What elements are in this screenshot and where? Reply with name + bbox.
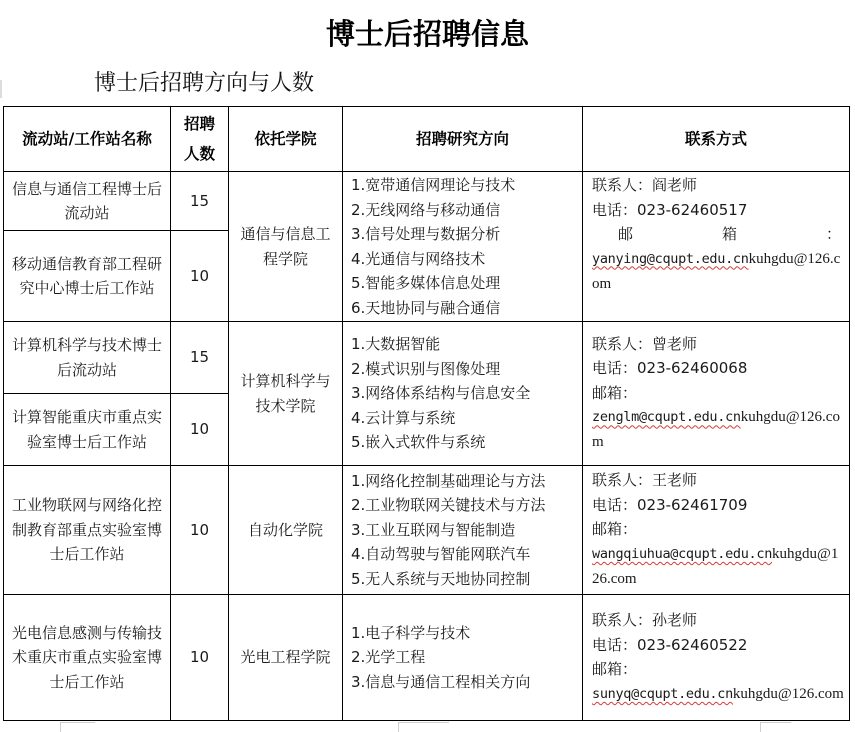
contact-cell	[583, 322, 850, 466]
email-secondary[interactable]: kuhgdu@126.com	[592, 409, 840, 451]
document-title: 博士后招聘信息	[325, 17, 529, 51]
contact-email-label	[592, 222, 845, 247]
email-secondary[interactable]: kuhgdu@126.com	[732, 685, 844, 702]
station-name-cell: 移动通信教育部工程研究中心博士后工作站	[4, 231, 171, 322]
recruit-count-cell: 15	[171, 322, 229, 394]
recruit-count-cell: 10	[171, 466, 229, 595]
table-row	[4, 172, 850, 231]
direction-item: 1.电子科学与技术	[351, 623, 471, 642]
email-label-part: ：	[825, 225, 841, 243]
recruit-count-cell: 10	[171, 595, 229, 721]
contact-email[interactable]	[592, 682, 845, 707]
header-count-line1: 招聘	[183, 114, 215, 133]
email-primary[interactable]: sunyq@cqupt.edu.cn	[592, 685, 733, 702]
header-college: 依托学院	[229, 107, 343, 172]
direction-item: 4.自动驾驶与智能网联汽车	[351, 545, 531, 564]
contact-email[interactable]	[592, 542, 845, 592]
email-primary[interactable]: zenglm@cqupt.edu.cn	[592, 409, 741, 426]
email-primary[interactable]: yanying@cqupt.edu.cn	[592, 250, 749, 267]
direction-item: 3.网络体系结构与信息安全	[351, 384, 531, 403]
station-name-cell: 计算机科学与技术博士后流动站	[4, 322, 171, 394]
contact-cell	[583, 595, 850, 721]
header-contact: 联系方式	[583, 107, 850, 172]
contact-email-label: 邮箱：	[592, 383, 638, 402]
document-subtitle: 博士后招聘方向与人数	[94, 71, 315, 96]
contact-email-label: 邮箱：	[592, 520, 638, 539]
station-name-cell: 工业物联网与网络化控制教育部重点实验室博士后工作站	[4, 466, 171, 595]
email-secondary[interactable]: kuhgdu@126.com	[592, 250, 841, 292]
college-cell: 光电工程学院	[229, 595, 343, 721]
directions-cell	[343, 172, 583, 322]
direction-item: 1.宽带通信网理论与技术	[351, 176, 516, 194]
contact-phone: 电话：023-62460068	[592, 359, 748, 378]
email-secondary[interactable]: kuhgdu@126.com	[592, 545, 839, 587]
email-label-part: 箱	[721, 225, 737, 243]
contact-email[interactable]	[592, 405, 845, 455]
college-cell: 计算机科学与技术学院	[229, 322, 343, 466]
direction-item: 4.光通信与网络技术	[351, 249, 486, 268]
header-station-name: 流动站/工作站名称	[4, 107, 171, 172]
direction-item: 2.光学工程	[351, 648, 426, 667]
directions-cell	[343, 595, 583, 721]
contact-phone: 电话：023-62461709	[592, 495, 748, 514]
contact-person: 联系人：孙老师	[592, 611, 698, 630]
recruit-count-cell: 10	[171, 394, 229, 466]
recruit-count-cell: 15	[171, 172, 229, 231]
contact-cell	[583, 466, 850, 595]
direction-item: 3.信号处理与数据分析	[351, 225, 501, 243]
email-primary[interactable]: wangqiuhua@cqupt.edu.cn	[592, 545, 773, 562]
email-label-part: 邮	[618, 225, 634, 243]
table-row	[4, 466, 850, 595]
direction-item: 2.模式识别与图像处理	[351, 359, 501, 378]
header-count-line2: 人数	[183, 144, 215, 163]
direction-item: 3.信息与通信工程相关方向	[351, 672, 531, 691]
directions-cell	[343, 322, 583, 466]
contact-phone: 电话：023-62460517	[592, 200, 748, 219]
direction-item: 5.无人系统与天地协同控制	[351, 569, 531, 588]
header-directions: 招聘研究方向	[343, 107, 583, 172]
contact-person: 联系人：曾老师	[592, 334, 698, 353]
recruitment-table	[3, 106, 850, 721]
direction-item: 5.智能多媒体信息处理	[351, 274, 501, 292]
contact-email[interactable]	[592, 247, 845, 297]
contact-cell	[583, 172, 850, 322]
station-name-cell: 计算智能重庆市重点实验室博士后工作站	[4, 394, 171, 466]
direction-item: 2.无线网络与移动通信	[351, 200, 501, 219]
direction-item: 6.天地协同与融合通信	[351, 298, 501, 317]
page-margin-marker	[0, 80, 2, 98]
direction-item: 1.大数据智能	[351, 335, 441, 354]
college-cell: 通信与信息工程学院	[229, 172, 343, 322]
direction-item: 4.云计算与系统	[351, 408, 456, 427]
recruit-count-cell: 10	[171, 231, 229, 322]
direction-item: 2.工业物联网关键技术与方法	[351, 496, 546, 515]
contact-email-label: 邮箱：	[592, 660, 638, 679]
contact-phone: 电话：023-62460522	[592, 635, 748, 654]
station-name-cell: 信息与通信工程博士后流动站	[4, 172, 171, 231]
contact-person: 联系人：阎老师	[592, 176, 698, 194]
direction-item: 5.嵌入式软件与系统	[351, 433, 486, 452]
header-recruit-count	[171, 107, 229, 172]
contact-person: 联系人：王老师	[592, 471, 698, 490]
direction-item: 1.网络化控制基础理论与方法	[351, 471, 546, 490]
station-name-cell: 光电信息感测与传输技术重庆市重点实验室博士后工作站	[4, 595, 171, 721]
table-header-row	[4, 107, 850, 172]
direction-item: 3.工业互联网与智能制造	[351, 520, 516, 539]
table-row	[4, 322, 850, 394]
college-cell: 自动化学院	[229, 466, 343, 595]
table-row	[4, 595, 850, 721]
directions-cell	[343, 466, 583, 595]
